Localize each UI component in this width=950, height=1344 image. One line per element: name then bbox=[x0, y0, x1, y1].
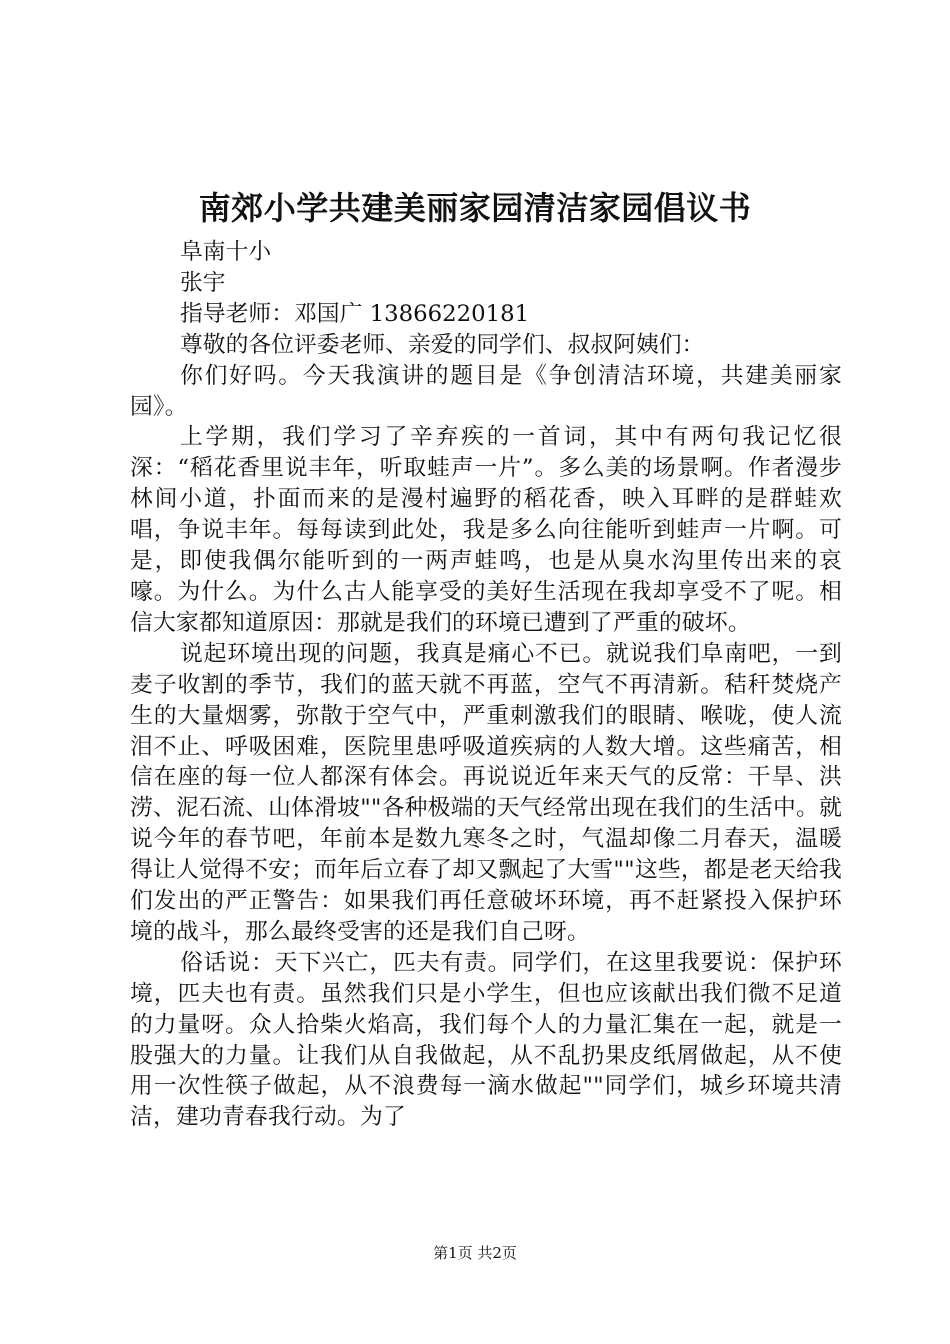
paragraph-environment: 说起环境出现的问题，我真是痛心不已。就说我们阜南吧，一到麦子收割的季节，我们的蓝天就不再蓝，空气不再清新。秸秆焚烧产生的大量烟雾，弥散于空气中，严重刺激我们的眼睛、喉咙，使人流泪不止、呼吸困难，医院里患呼吸道疾病的人数大增。这些痛苦，相信在座的每一位人都深有体会。再说说近年来天气的反常：干旱、洪涝、泥石流、山体滑坡""各种极端的天气经常出现在我们的生活中。就说今年的春节吧，年前本是数九寒冬之时，气温却像二月春天，温暖得让人觉得不安；而年后立春了却又飘起了大雪""这些，都是老天给我们发出的严正警告：如果我们再任意破坏环境，再不赶紧投入保护环境的战斗，那么最终受害的还是我们自己呀。 bbox=[130, 640, 842, 945]
advisor-line: 指导老师：邓国广 13866220181 bbox=[180, 300, 530, 327]
paragraph-call-to-action: 俗话说：天下兴亡，匹夫有责。同学们，在这里我要说：保护环境，匹夫也有责。虽然我们只是小学生，但也应该献出我们微不足道的力量呀。众人拾柴火焰高，我们每个人的力量汇集在一起，就是一股强大的力量。让我们从自我做起，从不乱扔果皮纸屑做起，从不使用一次性筷子做起，从不浪费每一滴水做起""同学们，城乡环境共清洁，建功青春我行动。为了 bbox=[130, 949, 842, 1131]
page-indicator: 第1页 共2页 bbox=[433, 1244, 517, 1262]
school-name: 阜南十小 bbox=[180, 239, 272, 265]
document-body bbox=[130, 237, 842, 1133]
author-name: 张宇 bbox=[180, 269, 226, 296]
greeting-line: 尊敬的各位评委老师、亲爱的同学们、叔叔阿姨们： bbox=[180, 331, 705, 358]
paragraph-poem: 上学期，我们学习了辛弃疾的一首词，其中有两句我记忆很深：“稻花香里说丰年，听取蛙声一片”。多么美的场景啊。作者漫步林间小道，扑面而来的是漫村遍野的稻花香，映入耳畔的是群蛙欢唱，争说丰年。每每读到此处，我是多么向往能听到蛙声一片啊。可是，即使我偶尔能听到的一两声蛙鸣，也是从臭水沟里传出来的哀嚎。为什么。为什么古人能享受的美好生活现在我却享受不了呢。相信大家都知道原因：那就是我们的环境已遭到了严重的破坏。 bbox=[130, 424, 842, 636]
paragraph-intro: 你们好吗。今天我演讲的题目是《争创清洁环境，共建美丽家园》。 bbox=[130, 362, 842, 420]
document-title: 南郊小学共建美丽家园清洁家园倡议书 bbox=[198, 189, 752, 227]
